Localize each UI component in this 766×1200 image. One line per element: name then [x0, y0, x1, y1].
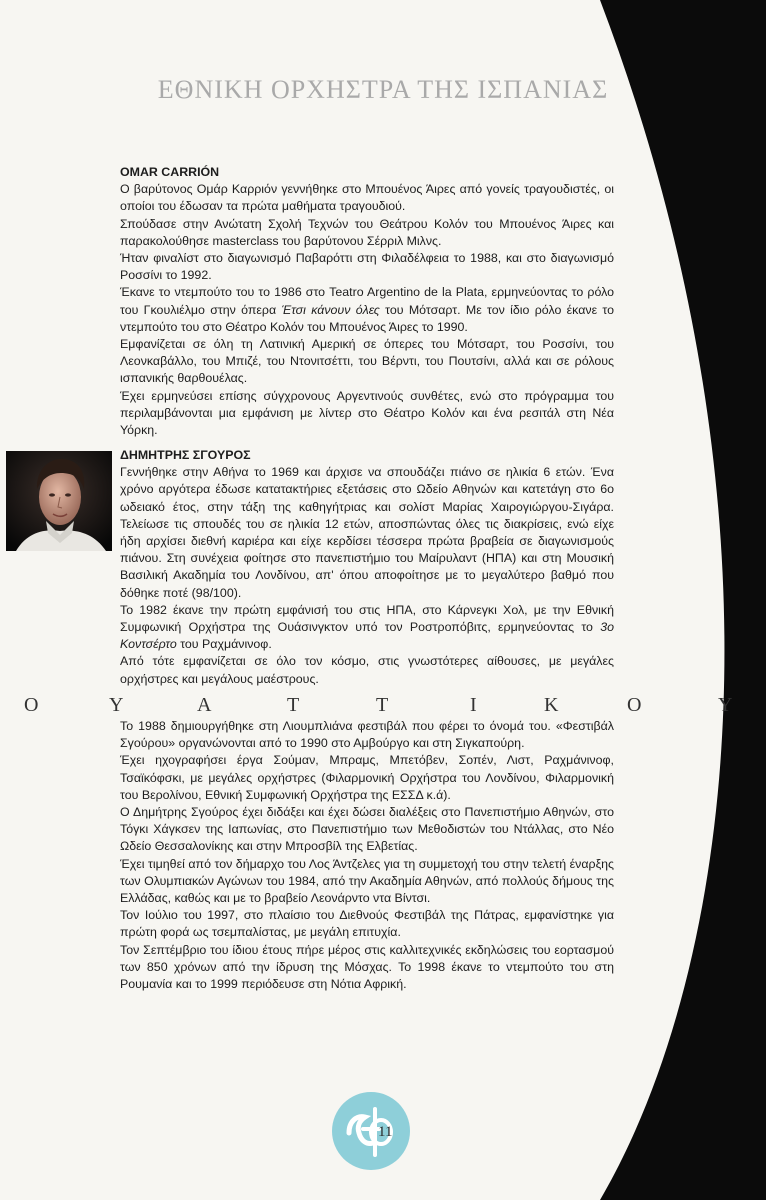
banner-letter: Τ: [376, 694, 389, 716]
banner-letter: Ο: [627, 694, 642, 716]
festival-logo-icon: [331, 1091, 411, 1171]
portrait-illustration: [6, 451, 112, 551]
paragraph: Ήταν φιναλίστ στο διαγωνισμό Παβαρόττι στη Φιλαδέλφεια το 1988, και στο διαγωνισμό Ροσσίνι το 1992.: [120, 251, 614, 283]
banner-letter: Κ: [544, 694, 559, 716]
bio-omar-carrion: [120, 164, 614, 439]
paragraph: Έχει ηχογραφήσει έργα Σούμαν, Μπραμς, Μπετόβεν, Σοπέν, Λιστ, Ραχμάνινοφ, Τσαϊκόφσκι, με μεγάλες ορχήστρες (Φιλαρμονική Ορχήστρα του Λονδίνου, Φιλαρμονική του Βερολίνου, Εθνική Συμφωνική Ορχήστρα της ΕΣΣΔ κ.ά).: [120, 753, 614, 802]
page-number: 11: [378, 1124, 393, 1140]
spaced-banner-text: [0, 694, 766, 716]
banner-letter: Υ: [109, 694, 124, 716]
paragraph: Από τότε εμφανίζεται σε όλο τον κόσμο, στις γνωστότερες αίθουσες, με μεγάλες ορχήστρες και μεγάλους μαέστρους.: [120, 654, 614, 686]
bio-sgouros-continued: [120, 718, 614, 993]
paragraph: Ο Δημήτρης Σγούρος έχει διδάξει και έχει δώσει διαλέξεις στο Πανεπιστήμιο Αθηνών, στο Τόγκι Χάγκσεν της Ιαπωνίας, στο Πανεπιστήμιο των Μεθοδιστών του Ντάλλας, στο Νέο Ωδείο Θεσσαλονίκης και στην Μπροσβίλ της Ελβετίας.: [120, 805, 614, 854]
bio-dimitris-sgouros: [120, 447, 614, 688]
paragraph: Σπούδασε στην Ανώτατη Σχολή Τεχνών του Θεάτρου Κολόν του Μπουένος Άιρες και παρακολούθησε masterclass του βαρύτονου Σέρριλ Μιλνς.: [120, 216, 614, 248]
paragraph: Έχει τιμηθεί από τον δήμαρχο του Λος Άντζελες για τη συμμετοχή του στην τελετή έναρξης των Ολυμπιακών Αγώνων του 1984, από την Ακαδημία Αθηνών, από πολλούς δήμους της Ελλάδας, καθώς και με το βραβείο Λεονάρντο ντα Βίντσι.: [120, 856, 614, 906]
paragraph: Εμφανίζεται σε όλη τη Λατινική Αμερική σε όπερες του Μότσαρτ, του Ροσσίνι, του Λεονκαβάλλο, του Μπιζέ, του Ντονιτσέττι, του Βέρντι, του Πουτσίνι, αλλά και σε ρόλους ισπανικής θαρθουέλας.: [120, 337, 614, 386]
artist-name: ΔΗΜΗΤΡΗΣ ΣΓΟΥΡΟΣ: [120, 448, 251, 462]
banner-letter: Ο: [24, 694, 39, 716]
artist-name: OMAR CARRIÓN: [120, 165, 220, 179]
paragraph: Το 1982 έκανε την πρώτη εμφάνισή του στις ΗΠΑ, στο Κάρνεγκι Χολ, με την Εθνική Συμφωνική Ορχήστρα της Ουάσινγκτον υπό τον Ροστροπόβιτς, ερμηνεύοντας το 3ο Κοντσέρτο του Ραχμάνινοφ.: [120, 602, 614, 652]
banner-letter: Ι: [470, 694, 477, 716]
paragraph: Το 1988 δημιουργήθηκε στη Λιουμπλιάνα φεστιβάλ που φέρει το όνομά του. «Φεστιβάλ Σγούρου» οργανώνονται από το 1990 στο Αμβούργο και στη Σιγκαπούρη.: [120, 719, 614, 751]
paragraph: Τον Ιούλιο του 1997, στο πλαίσιο του Διεθνούς Φεστιβάλ της Πάτρας, εμφανίστηκε για πρώτη φορά ως τσεμπαλίστας, με μεγάλη επιτυχία.: [120, 908, 614, 940]
banner-letter: Υ: [718, 694, 733, 716]
page-header-title: ΕΘΝΙΚΗ ΟΡΧΗΣΤΡΑ ΤΗΣ ΙΣΠΑΝΙΑΣ: [157, 75, 609, 104]
paragraph: Έχει ερμηνεύσει επίσης σύγχρονους Αργεντινούς συνθέτες, ενώ στο πρόγραμμα του περιλαμβάνονται μια εμφάνιση με λίντερ στο Θέατρο Κολόν και ένα ρεσιτάλ στη Νέα Υόρκη.: [120, 388, 614, 438]
paragraph: Τον Σεπτέμβριο του ίδιου έτους πήρε μέρος στις καλλιτεχνικές εκδηλώσεις του εορτασμού των 850 χρόνων από την ίδρυση της Μόσχας. Το 1998 έκανε το ντεμπούτο του στη Ρουμανία και το 1999 περιόδευσε στη Νότια Αφρική.: [120, 942, 614, 992]
paragraph: Έκανε το ντεμπούτο του το 1986 στο Teatro Argentino de la Plata, ερμηνεύοντας το ρόλο του Γκουλιέλμο στην όπερα Έτσι κάνουν όλες του Μότσαρτ. Με τον ίδιο ρόλο έκανε το ντεμπούτο του στο Θέατρο Κολόν του Μπουένος Άιρες το 1990.: [120, 285, 615, 334]
banner-letter: Τ: [287, 694, 300, 716]
banner-letter: Α: [197, 694, 212, 716]
portrait-photo: [6, 451, 112, 551]
paragraph: Ο βαρύτονος Ομάρ Καρριόν γεννήθηκε στο Μπουένος Άιρες από γονείς τραγουδιστές, οι οποίοι του έδωσαν τα πρώτα μαθήματα τραγουδιού.: [120, 182, 614, 214]
paragraph: Γεννήθηκε στην Αθήνα το 1969 και άρχισε να σπουδάζει πιάνο σε ηλικία 6 ετών. Ένα χρόνο αργότερα έδωσε κατατακτήριες εξετάσεις στο Ωδείο Αθηνών και κατετάγη στο 6ο ωδειακό έτος, στην τάξη της καθηγήτριας και σολίστ Μαρίας Χαιρογιώργου-Σιγάρα. Τελείωσε τις σπουδές του σε ηλικία 12 ετών, αποσπώντας όλες τις διακρίσεις, ενώ είχε ήδη αρχίσει διεθνή καριέρα και είχε κερδίσει τέσσερα πρώτα βραβεία σε διαγωνισμούς πιάνου. Στη συνέχεια φοίτησε στο πανεπιστήμιο του Μαίρυλαντ (ΗΠΑ) και στη Μουσική Βασιλική Ακαδημία του Λονδίνου, απ' όπου αποφοίτησε με το μεγαλύτερο βαθμό που δόθηκε ποτέ (98/100).: [120, 465, 614, 600]
